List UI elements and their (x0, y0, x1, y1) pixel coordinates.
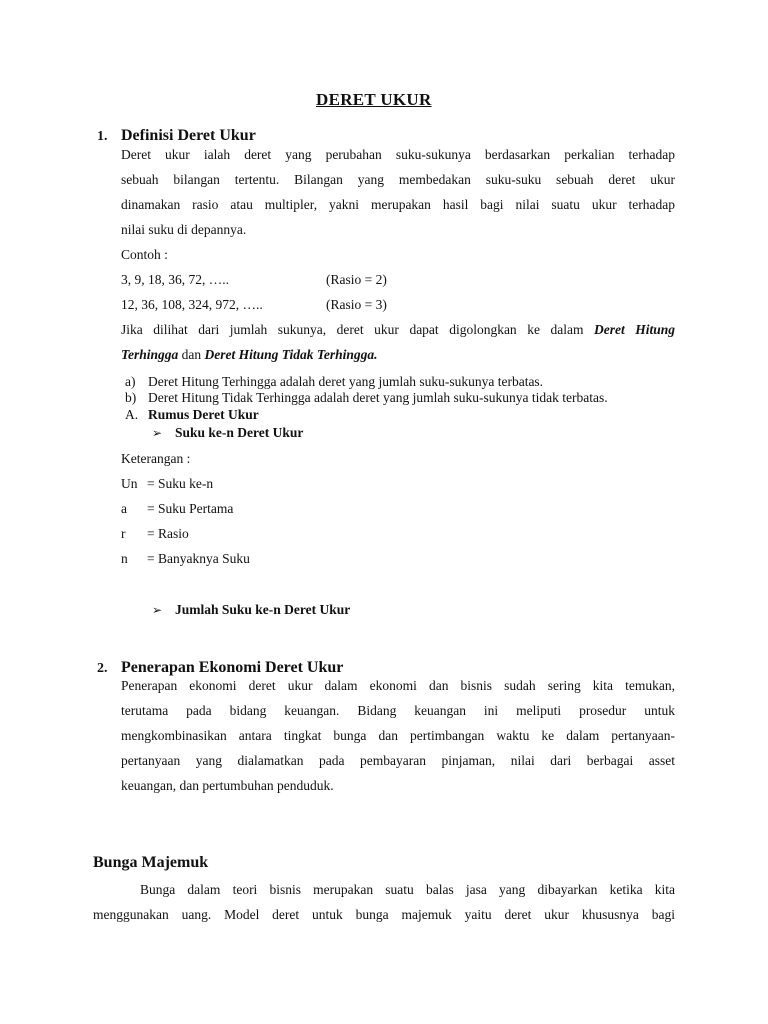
section-2-number: 2. (97, 661, 108, 676)
legend-meaning: = Banyaknya Suku (147, 551, 250, 566)
example-sequence: 3, 9, 18, 36, 72, ….. (121, 272, 229, 287)
legend-meaning: = Rasio (147, 526, 189, 541)
section-2-paragraph-line: pertanyaan yang dialamatkan pada pembayaran pinjaman, nilai dari berbagai asset (121, 753, 675, 768)
page-title: DERET UKUR (316, 90, 432, 109)
section-3-paragraph-line: Bunga dalam teori bisnis merupakan suatu balas jasa yang dibayarkan ketika kita (140, 882, 675, 897)
section-2-paragraph-line: terutama pada bidang keuangan. Bidang keuangan ini meliputi prosedur untuk (121, 703, 675, 718)
list-marker: b) (125, 390, 137, 405)
legend-meaning: = Suku ke-n (147, 476, 214, 491)
example-ratio: (Rasio = 2) (326, 272, 387, 287)
section-1-heading: Definisi Deret Ukur (121, 127, 256, 144)
arrow-bullet-icon: ➢ (152, 603, 163, 617)
contoh-label: Contoh : (121, 247, 168, 262)
legend-symbol: a (121, 501, 127, 516)
classification-text: Jika dilihat dari jumlah sukunya, deret ukur dapat digolongkan ke dalam (121, 322, 584, 337)
legend-symbol: r (121, 526, 126, 541)
section-1-paragraph-line: nilai suku di depannya. (121, 222, 247, 237)
section-1-paragraph-line: Deret ukur ialah deret yang perubahan suku-sukunya berdasarkan perkalian terhadap (121, 147, 675, 162)
bullet-heading: Suku ke-n Deret Ukur (175, 425, 304, 440)
example-ratio: (Rasio = 3) (326, 297, 387, 312)
section-2-paragraph-line: Penerapan ekonomi deret ukur dalam ekonomi dan bisnis sudah sering kita temukan, (121, 678, 675, 693)
subsection-heading: Rumus Deret Ukur (148, 407, 259, 422)
classification-line-2 (121, 347, 378, 363)
section-3-heading: Bunga Majemuk (93, 854, 209, 871)
section-2-heading: Penerapan Ekonomi Deret Ukur (121, 659, 344, 676)
list-marker: a) (125, 374, 136, 389)
list-item: Deret Hitung Tidak Terhingga adalah deret yang jumlah suku-sukunya tidak terbatas. (148, 390, 608, 405)
list-item: Deret Hitung Terhingga adalah deret yang jumlah suku-sukunya terbatas. (148, 374, 544, 389)
classification-line-1 (121, 322, 675, 338)
section-1-number: 1. (97, 129, 108, 144)
keterangan-label: Keterangan : (121, 451, 191, 466)
example-sequence: 12, 36, 108, 324, 972, ….. (121, 297, 263, 312)
classification-term: Terhingga (121, 347, 179, 362)
section-2-paragraph-line: keuangan, dan pertumbuhan penduduk. (121, 778, 334, 793)
section-1-paragraph-line: sebuah bilangan tertentu. Bilangan yang membedakan suku-suku sebuah deret ukur (121, 172, 675, 187)
arrow-bullet-icon: ➢ (152, 426, 163, 440)
classification-text: dan (181, 347, 202, 362)
section-3-paragraph-line: menggunakan uang. Model deret untuk bunga majemuk yaitu deret ukur khususnya bagi (93, 907, 675, 922)
classification-term: Deret Hitung (593, 322, 676, 337)
bullet-heading: Jumlah Suku ke-n Deret Ukur (175, 602, 351, 617)
section-2-paragraph-line: mengkombinasikan antara tingkat bunga dan pertimbangan waktu ke dalam pertanyaan- (121, 728, 675, 743)
legend-symbol: n (121, 551, 128, 566)
classification-term: Deret Hitung Tidak Terhingga. (204, 347, 378, 362)
section-1-paragraph-line: dinamakan rasio atau multipler, yakni merupakan hasil bagi nilai suatu ukur terhadap (121, 197, 675, 212)
legend-symbol: Un (121, 476, 138, 491)
subsection-marker: A. (125, 407, 139, 422)
legend-meaning: = Suku Pertama (147, 501, 234, 516)
